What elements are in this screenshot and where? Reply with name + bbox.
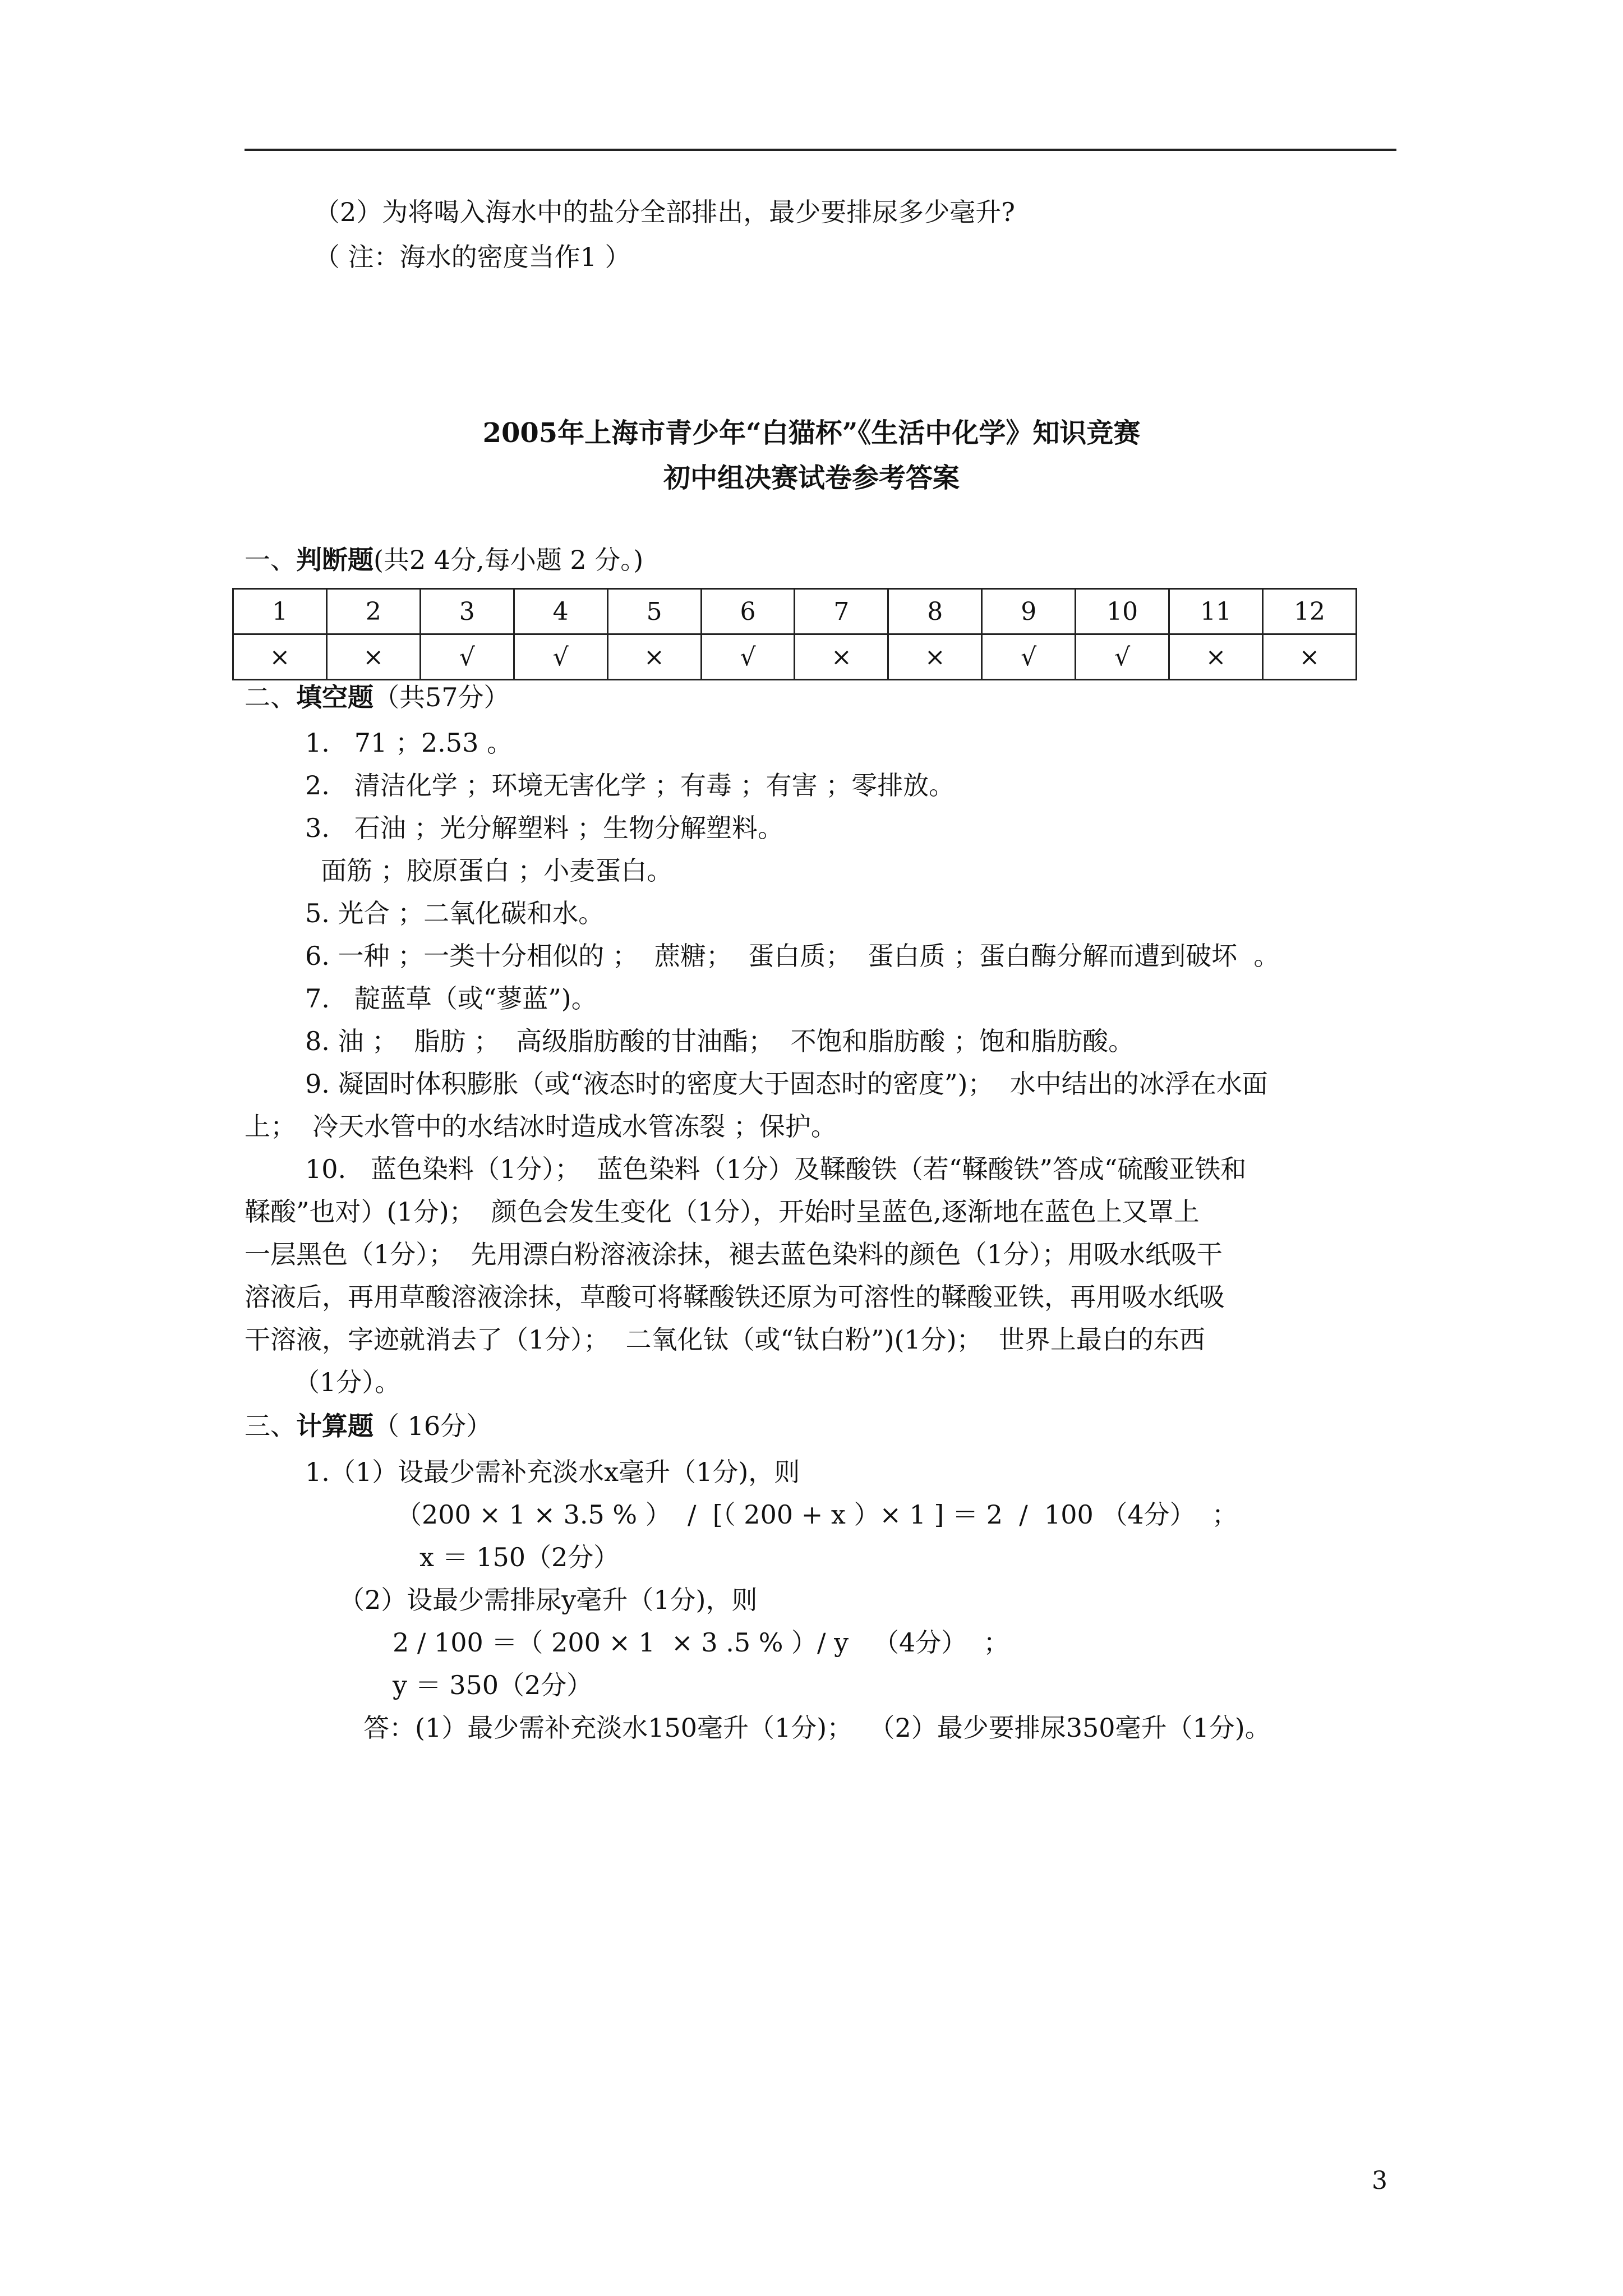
table-cell-number: 3 <box>420 589 514 634</box>
answer-title-line2: 初中组决赛试卷参考答案 <box>663 462 960 494</box>
table-cell-number: 6 <box>701 589 795 634</box>
table-cell-answer: √ <box>514 634 607 680</box>
table-cell-answer: √ <box>420 634 514 680</box>
fill-answer-1: 1. 71 ；2.53 。 <box>305 728 513 758</box>
section2-label: 填空题 <box>296 682 374 712</box>
section1-note: (共2 4分,每小题 2 分。) <box>374 545 644 575</box>
table-cell-number: 12 <box>1262 589 1356 634</box>
question-2-text: （2）为将喝入海水中的盐分全部排出，最少要排尿多少毫升? <box>314 197 1015 227</box>
section2-note: （共57分） <box>374 682 510 712</box>
fill-answer-7: 7. 靛蓝草（或“蓼蓝”)。 <box>305 983 597 1014</box>
table-cell-number: 5 <box>607 589 701 634</box>
section1-prefix: 一、 <box>245 545 296 575</box>
fill-answer-4: 面筋 ；胶原蛋白 ；小麦蛋白。 <box>321 855 673 886</box>
fill-answer-10-cont: 干溶液，字迹就消去了（1分）； 二氧化钛（或“钛白粉”)(1分)； 世界上最白的东西 <box>245 1324 1205 1355</box>
table-cell-answer: √ <box>701 634 795 680</box>
section3-prefix: 三、 <box>245 1411 296 1441</box>
table-cell-answer: √ <box>1076 634 1169 680</box>
table-cell-answer: × <box>1262 634 1356 680</box>
calc-line-5: 2 / 100 ＝（ 200 × 1 × 3 .5 % ）/ y （4分） ； <box>393 1627 1009 1658</box>
page-number: 3 <box>1372 2166 1387 2195</box>
table-cell-number: 9 <box>982 589 1076 634</box>
section3-label: 计算题 <box>296 1411 374 1441</box>
table-row-answers <box>233 634 1357 680</box>
fill-answer-9-cont: 上； 冷天水管中的水结冰时造成水管冻裂 ；保护。 <box>245 1111 837 1142</box>
fill-answer-5: 5. 光合 ；二氧化碳和水。 <box>305 898 605 928</box>
section1-label: 判断题 <box>296 545 374 575</box>
fill-answer-3: 3. 石油 ；光分解塑料 ；生物分解塑料。 <box>305 813 783 843</box>
table-cell-answer: × <box>1169 634 1263 680</box>
fill-answer-10-cont: 溶液后，再用草酸溶液涂抹，草酸可将鞣酸铁还原为可溶性的鞣酸亚铁，再用吸水纸吸 <box>245 1282 1225 1312</box>
calc-line-6: y ＝ 350（2分） <box>393 1670 593 1700</box>
table-cell-number: 8 <box>888 589 982 634</box>
section1-heading <box>245 543 643 577</box>
table-row-numbers <box>233 589 1357 634</box>
table-cell-answer: × <box>795 634 888 680</box>
table-cell-answer: × <box>233 634 327 680</box>
calc-conclusion: 答：(1）最少需补充淡水150毫升（1分)； （2）最少要排尿350毫升（1分)。 <box>363 1713 1271 1743</box>
table-cell-answer: √ <box>982 634 1076 680</box>
table-cell-number: 4 <box>514 589 607 634</box>
fill-answer-8: 8. 油 ； 脂肪 ； 高级脂肪酸的甘油酯； 不饱和脂肪酸 ；饱和脂肪酸。 <box>305 1026 1135 1056</box>
judgement-answer-table <box>232 588 1357 680</box>
table-cell-number: 11 <box>1169 589 1263 634</box>
fill-answer-9: 9. 凝固时体积膨胀（或“液态时的密度大于固态时的密度”)； 水中结出的冰浮在水面 <box>305 1069 1268 1099</box>
section2-heading <box>245 680 510 714</box>
table-cell-answer: × <box>607 634 701 680</box>
fill-answer-10-cont: （1分）。 <box>294 1367 401 1397</box>
answer-title-line1: 2005年上海市青少年“白猫杯”《生活中化学》知识竞赛 <box>482 417 1141 449</box>
section2-prefix: 二、 <box>245 682 296 712</box>
calc-line-1: 1.（1）设最少需补充淡水x毫升（1分)，则 <box>305 1457 800 1487</box>
table-cell-number: 2 <box>326 589 420 634</box>
fill-answer-6: 6. 一种 ；一类十分相似的 ； 蔗糖； 蛋白质； 蛋白质 ；蛋白酶分解而遭到破坏 。 <box>305 941 1280 971</box>
table-cell-number: 7 <box>795 589 888 634</box>
table-cell-number: 1 <box>233 589 327 634</box>
table-cell-answer: × <box>888 634 982 680</box>
header-rule <box>245 149 1396 151</box>
question-note: （ 注：海水的密度当作1 ） <box>314 242 631 272</box>
fill-answer-10-cont: 鞣酸”也对）(1分)； 颜色会发生变化（1分），开始时呈蓝色,逐渐地在蓝色上又罩上 <box>245 1197 1200 1227</box>
fill-answer-10-cont: 一层黑色（1分）； 先用漂白粉溶液涂抹，褪去蓝色染料的颜色（1分）；用吸水纸吸干 <box>245 1239 1223 1269</box>
section3-note: （ 16分） <box>374 1411 492 1441</box>
fill-answer-10: 10. 蓝色染料（1分）； 蓝色染料（1分）及鞣酸铁（若“鞣酸铁”答成“硫酸亚铁和 <box>305 1154 1247 1184</box>
fill-answer-2: 2. 清洁化学 ；环境无害化学 ；有毒 ；有害 ；零排放。 <box>305 770 955 800</box>
section3-heading <box>245 1409 492 1443</box>
calc-line-2: （200 × 1 × 3.5 % ） / [（ 200 + x ）× 1 ] ＝ 2 / 100 （4分） ； <box>396 1499 1238 1530</box>
calc-line-3: x ＝ 150（2分） <box>419 1542 620 1572</box>
calc-line-4: （2）设最少需排尿y毫升（1分)，则 <box>339 1585 758 1615</box>
table-cell-number: 10 <box>1076 589 1169 634</box>
table-cell-answer: × <box>326 634 420 680</box>
